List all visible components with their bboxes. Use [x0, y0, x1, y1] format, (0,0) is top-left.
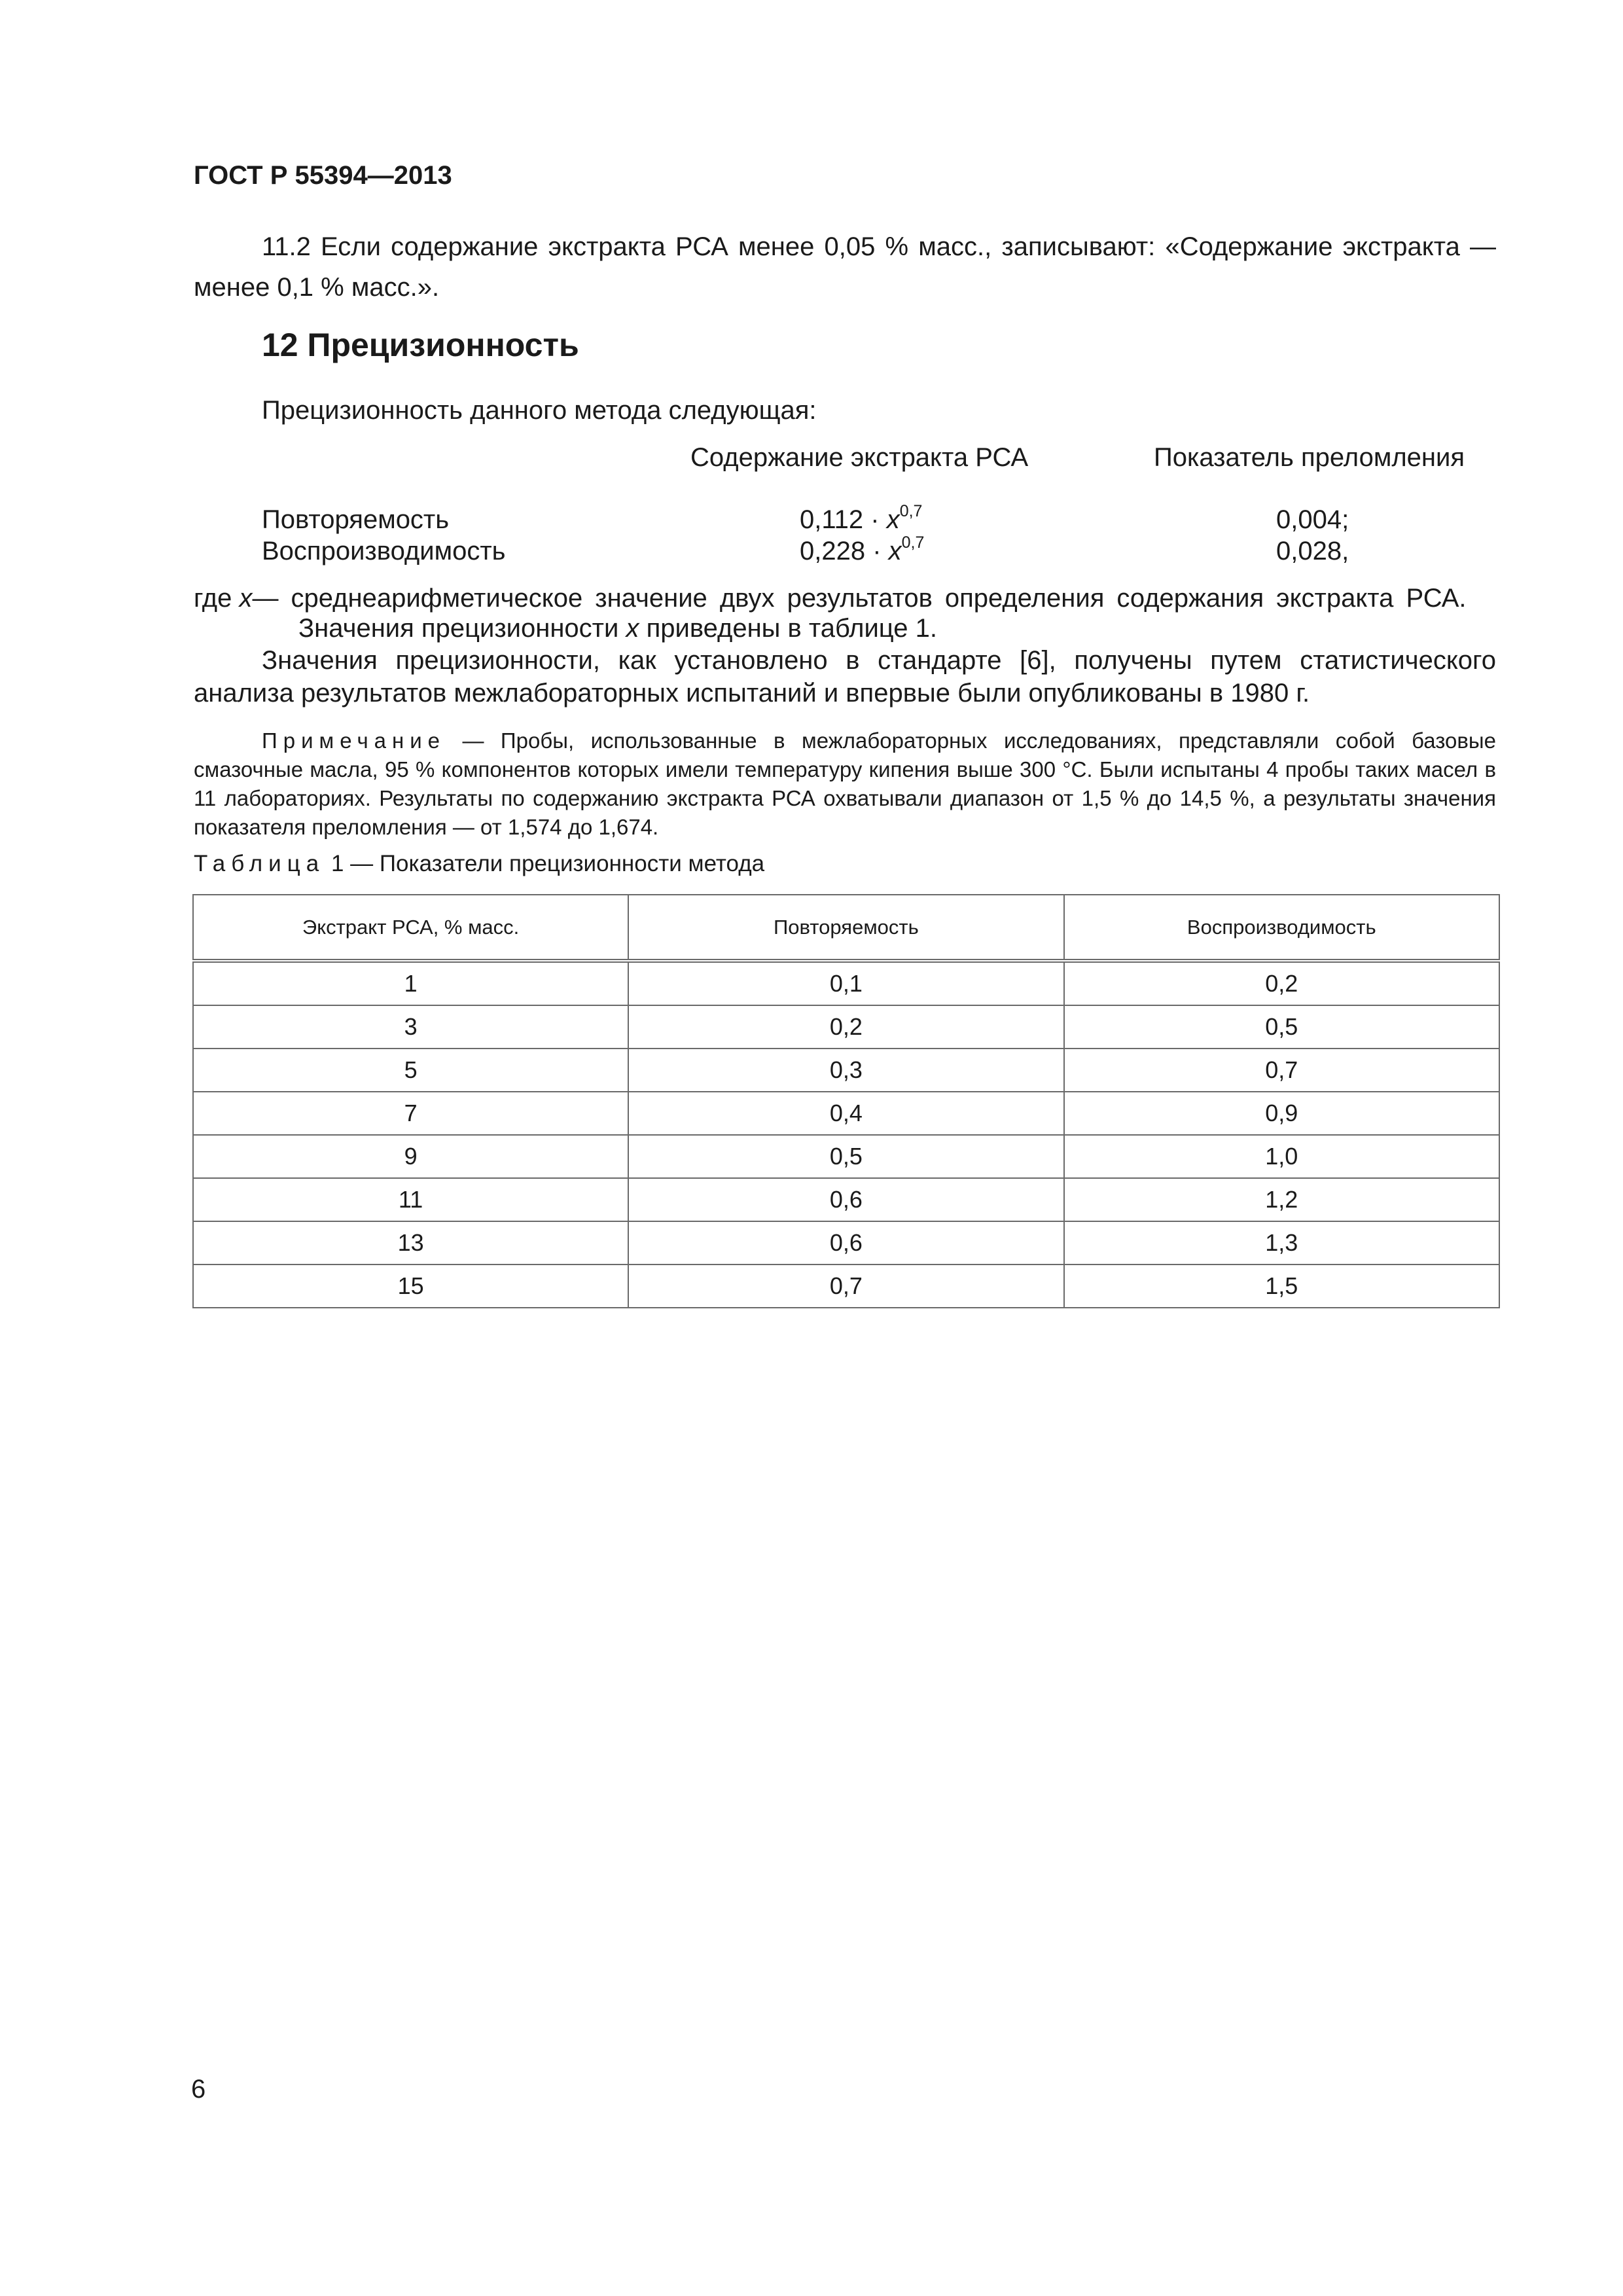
table-row	[193, 1178, 1499, 1221]
table-row	[193, 1092, 1499, 1135]
precision-row-label: Воспроизводимость	[262, 537, 506, 565]
document-header: ГОСТ Р 55394—2013	[194, 161, 452, 190]
table-cell: 0,6	[628, 1221, 1063, 1265]
values-post: приведены в таблице 1.	[639, 614, 937, 643]
table-cell: 15	[193, 1265, 628, 1308]
formula-variable: x	[888, 537, 902, 565]
note	[194, 726, 1496, 842]
formula-exponent: 0,7	[899, 502, 923, 520]
table-cell: 0,9	[1064, 1092, 1499, 1135]
precision-formula	[800, 502, 923, 535]
where-definition	[194, 584, 1496, 613]
table-cell: 0,7	[1064, 1049, 1499, 1092]
formula-coefficient: 0,112 ·	[800, 505, 887, 534]
page-number: 6	[191, 2075, 206, 2104]
values-variable: x	[626, 614, 639, 643]
precision-row-label: Повторяемость	[262, 505, 450, 534]
standard-paragraph: Значения прецизионности, как установлено в стандарте [6], получены путем статистического анализа результатов межлабораторных испытаний и впервые были опубликованы в 1980 г.	[194, 646, 1496, 708]
table-cell: 11	[193, 1178, 628, 1221]
table-caption-text: 1 — Показатели прецизионности метода	[325, 851, 765, 876]
table-row	[193, 1221, 1499, 1265]
table-header-cell: Воспроизводимость	[1064, 895, 1499, 961]
table-cell: 0,4	[628, 1092, 1063, 1135]
table-header-row	[193, 895, 1499, 961]
table-cell: 0,2	[1064, 961, 1499, 1005]
precision-table	[192, 894, 1500, 1308]
table-cell: 0,6	[628, 1178, 1063, 1221]
column-heading-refraction: Показатель преломления	[1154, 443, 1465, 472]
note-text: — Пробы, использованные в межлабораторных исследованиях, представляли собой базовые смазочные масла, 95 % компонентов которых имели температуру кипения выше 300 °С. Были испытаны 4 пробы таких масел в 11 лабораториях. Результаты по содержанию экстракта РСА охватывали диапазон от 1,5 % до 14,5 %, а результаты значения показателя преломления — от 1,574 до 1,674.	[194, 728, 1496, 839]
table-cell: 1,0	[1064, 1135, 1499, 1178]
table-row	[193, 1005, 1499, 1049]
table-cell: 0,5	[628, 1135, 1063, 1178]
table-cell: 1,5	[1064, 1265, 1499, 1308]
values-reference	[298, 614, 937, 643]
table-header-cell: Повторяемость	[628, 895, 1063, 961]
table-header-cell: Экстракт РСА, % масс.	[193, 895, 628, 961]
values-pre: Значения прецизионности	[298, 614, 626, 643]
table-row	[193, 1135, 1499, 1178]
formula-exponent: 0,7	[901, 533, 925, 552]
table-cell: 0,7	[628, 1265, 1063, 1308]
where-variable: x	[239, 584, 253, 613]
table-cell: 3	[193, 1005, 628, 1049]
table-cell: 1	[193, 961, 628, 1005]
table-row	[193, 961, 1499, 1005]
table-caption	[194, 851, 764, 877]
note-label: Примечание	[262, 728, 446, 753]
table-cell: 1,2	[1064, 1178, 1499, 1221]
where-text: — среднеарифметическое значение двух результатов определения содержания экстракта РСА.	[252, 584, 1467, 613]
table-cell: 0,2	[628, 1005, 1063, 1049]
column-heading-extract: Содержание экстракта РСА	[690, 443, 1029, 472]
where-prefix: где	[194, 584, 240, 613]
precision-formula	[800, 533, 925, 566]
section-heading: 12 Прецизионность	[262, 327, 579, 363]
precision-refraction-value: 0,028,	[1276, 537, 1349, 565]
table-cell: 7	[193, 1092, 628, 1135]
formula-coefficient: 0,228 ·	[800, 537, 889, 565]
formula-variable: x	[886, 505, 900, 534]
table-row	[193, 1049, 1499, 1092]
table-caption-label: Таблица	[194, 851, 325, 876]
table-cell: 0,5	[1064, 1005, 1499, 1049]
table-cell: 13	[193, 1221, 628, 1265]
table-cell: 9	[193, 1135, 628, 1178]
table-row	[193, 1265, 1499, 1308]
section-intro: Прецизионность данного метода следующая:	[262, 396, 817, 425]
table-cell: 0,3	[628, 1049, 1063, 1092]
table-cell: 5	[193, 1049, 628, 1092]
precision-refraction-value: 0,004;	[1276, 505, 1349, 534]
table-cell: 1,3	[1064, 1221, 1499, 1265]
paragraph-11-2: 11.2 Если содержание экстракта РСА менее 0,05 % масс., записывают: «Содержание экстракта — менее 0,1 % масс.».	[194, 232, 1496, 302]
table-cell: 0,1	[628, 961, 1063, 1005]
